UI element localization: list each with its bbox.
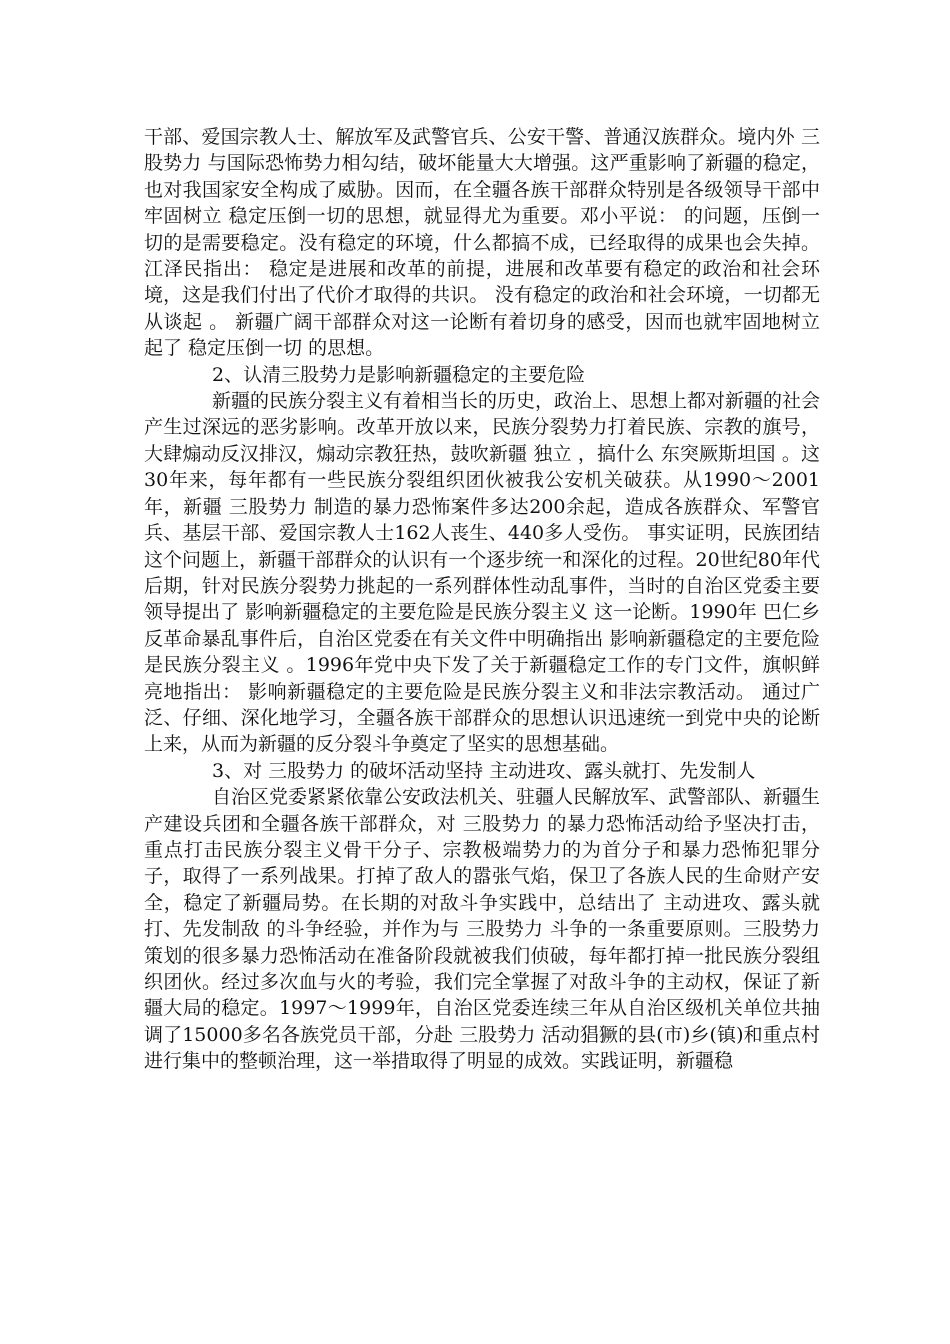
paragraph-active-offense: 自治区党委紧紧依靠公安政法机关、驻疆人民解放军、武警部队、新疆生产建设兵团和全疆各族干部群众，对 三股势力 的暴力恐怖活动给予坚决打击，重点打击民族分裂主义骨干分子、宗教极端势力的为首分子和暴力恐怖犯罪分子，取得了一系列战果。打掉了敌人的嚣张气焰，保卫了各族人民的生命财产安全，稳定了新疆局势。在长期的对敌斗争实践中，总结出了 主动进攻、露头就打、先发制敌 的斗争经验，并作为与 三股势力 斗争的一条重要原则。三股势力 策划的很多暴力恐怖活动在准备阶段就被我们侦破，每年都打掉一批民族分裂组织团伙。经过多次血与火的考验，我们完全掌握了对敌斗争的主动权，保证了新疆大局的稳定。1997～1999年，自治区党委连续三年从自治区级机关单位共抽调了15000多名各族党员干部，分赴 三股势力 活动猖獗的县(市)乡(镇)和重点村进行集中的整顿治理，这一举措取得了明显的成效。实践证明，新疆稳 [144,786,821,1073]
paragraph-stability-importance: 干部、爱国宗教人士、解放军及武警官兵、公安干警、普通汉族群众。境内外 三股势力 与国际恐怖势力相勾结，破坏能量大大增强。这严重影响了新疆的稳定，也对我国家安全构成了威胁。因而，在全疆各族干部群众特别是各级领导干部中牢固树立 稳定压倒一切的思想，就显得尤为重要。邓小平说： 的问题，压倒一切的是需要稳定。没有稳定的环境，什么都搞不成，已经取得的成果也会失掉。 江泽民指出： 稳定是进展和改革的前提，进展和改革要有稳定的政治和社会环境，这是我们付出了代价才取得的共识。 没有稳定的政治和社会环境，一切都无从谈起 。 新疆广阔干部群众对这一论断有着切身的感受，因而也就牢固地树立起了 稳定压倒一切 的思想。 [144,126,820,360]
section-heading-2: 2、认清三股势力是影响新疆稳定的主要危险 [212,363,586,386]
document-body [144,124,820,1075]
paragraph-separatism-history: 新疆的民族分裂主义有着相当长的历史，政治上、思想上都对新疆的社会产生过深远的恶劣影响。改革开放以来，民族分裂势力打着民族、宗教的旗号，大肆煽动反汉排汉，煽动宗教狂热，鼓吹新疆 独立 ，搞什么 东突厥斯坦国 。这30年来，每年都有一些民族分裂组织团伙被我公安机关破获。从1990～2001年，新疆 三股势力 制造的暴力恐怖案件多达200余起，造成各族群众、军警官兵、基层干部、爱国宗教人士162人丧生、440多人受伤。 事实证明，民族团结这个问题上，新疆干部群众的认识有一个逐步统一和深化的过程。20世纪80年代后期，针对民族分裂势力挑起的一系列群体性动乱事件，当时的自治区党委主要领导提出了 影响新疆稳定的主要危险是民族分裂主义 这一论断。1990年 巴仁乡反革命暴乱事件后，自治区党委在有关文件中明确指出 影响新疆稳定的主要危险是民族分裂主义 。1996年党中央下发了关于新疆稳定工作的专门文件，旗帜鲜亮地指出： 影响新疆稳定的主要危险是民族分裂主义和非法宗教活动。 通过广泛、仔细、深化地学习，全疆各族干部群众的思想认识迅速统一到党中央的论断上来，从而为新疆的反分裂斗争奠定了坚实的思想基础。 [144,390,821,756]
section-heading-3: 3、对 三股势力 的破坏活动坚持 主动进攻、露头就打、先发制人 [212,759,756,782]
